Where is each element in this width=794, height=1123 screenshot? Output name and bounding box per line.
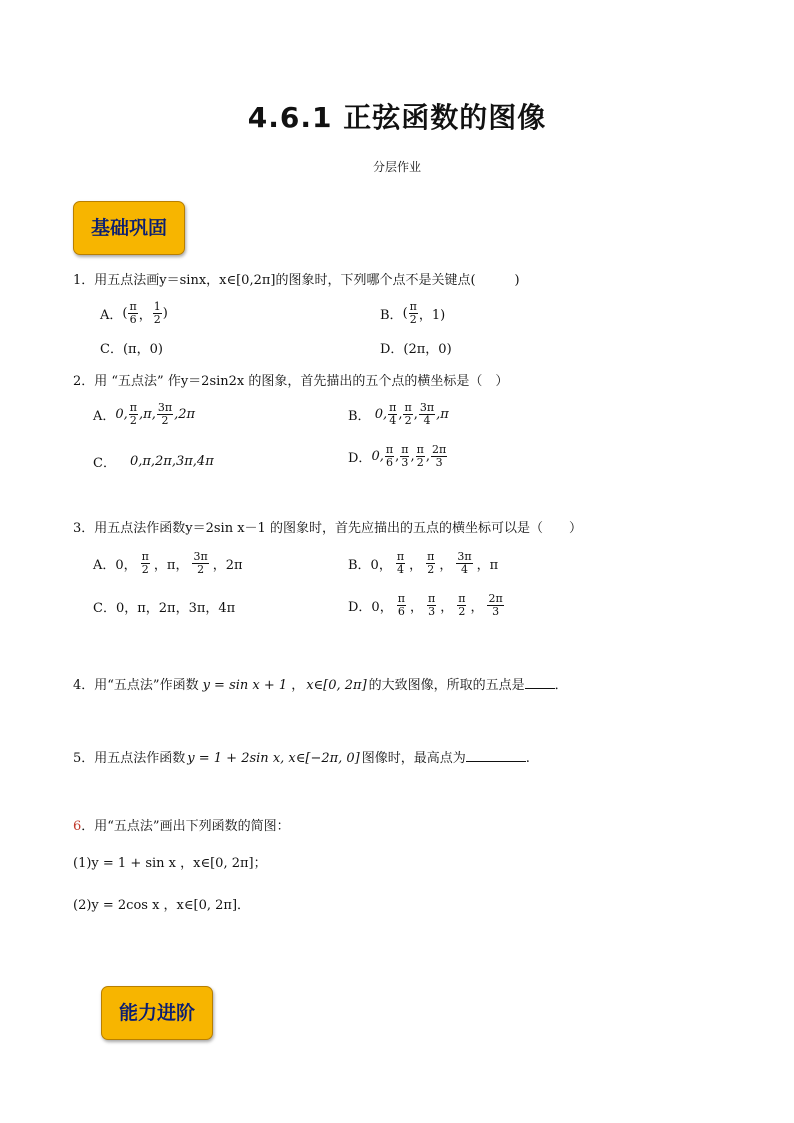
question-1-option-c: C．(π，0) (100, 342, 163, 357)
question-1-option-b: B． ( $\frac{\pi}{2}$ ，1) (380, 300, 446, 326)
question-2-option-d: D． 0, $\frac{\pi}{6}$ , $\frac{\pi}{3}$ , $\frac{\pi}{2}$ , $\frac{2\pi}{3}$ (348, 443, 447, 469)
question-5: 5．用五点法作函数 y = 1 + 2sin x, x∈[−2π, 0] 图像时，最高点为 . (73, 751, 530, 766)
fraction: $\frac{\pi}{2}$ (404, 401, 412, 427)
fraction: $\frac{\pi}{2}$ (141, 550, 149, 576)
page-subtitle: 分层作业 (372, 160, 421, 174)
option-label: A． (100, 308, 123, 323)
question-1-stem: 1．用五点法画y＝sinx，x∈[0,2π]的图象时，下列哪个点不是关键点( ) (73, 273, 520, 288)
fraction: $\frac{3\pi}{2}$ (193, 550, 208, 576)
question-3-option-b: B．0， $\frac{\pi}{4}$ ， $\frac{\pi}{2}$ ， $\frac{3\pi}{4}$ ，π (348, 550, 499, 576)
question-4: 4．用“五点法”作函数 y = sin x + 1 ， x∈[0, 2π] 的大致图像，所取的五点是 ． (73, 678, 568, 693)
fraction: $\frac{2\pi}{3}$ (431, 443, 447, 469)
fraction: $\frac{\pi}{4}$ (389, 401, 397, 427)
fraction: $\frac{\pi}{2}$ (458, 592, 466, 618)
section-badge-advanced: 能力进阶 (101, 986, 213, 1040)
fraction: $\frac{\pi}{2}$ (427, 550, 435, 576)
question-3-option-d: D．0， $\frac{\pi}{6}$ ， $\frac{\pi}{3}$ ， $\frac{\pi}{2}$ ， $\frac{2\pi}{3}$ (348, 592, 503, 618)
fraction: $\frac{3\pi}{2}$ (157, 401, 173, 427)
question-6-part-1: (1)y = 1 + sin x ，x∈[0, 2π]； (73, 856, 267, 871)
answer-blank (466, 749, 526, 762)
fraction: $\frac{\pi}{3}$ (401, 443, 409, 469)
option-label: B． (380, 308, 403, 323)
question-2-option-c: C． 0,π,2π,3π,4π (93, 454, 214, 471)
question-3-option-c: C．0，π，2π，3π，4π (93, 601, 236, 616)
question-2-option-b: B． 0, $\frac{\pi}{4}$ , $\frac{\pi}{2}$ , $\frac{3\pi}{4}$ ,π (348, 401, 449, 427)
fraction: $\frac{2\pi}{3}$ (488, 592, 503, 618)
question-number: 6 (73, 819, 82, 834)
fraction: $\frac{\pi}{6}$ (129, 300, 137, 326)
question-2-stem: 2．用 “五点法” 作y＝2sin2x 的图象，首先描出的五个点的横坐标是（ ） (73, 374, 509, 389)
fraction: $\frac{3\pi}{4}$ (419, 401, 435, 427)
question-3-option-a: A．0， $\frac{\pi}{2}$ ，π， $\frac{3\pi}{2}$ ，2π (93, 550, 243, 576)
answer-blank (525, 676, 555, 689)
question-6-stem: 6．用“五点法”画出下列函数的简图： (73, 819, 290, 834)
section-badge-basic: 基础巩固 (73, 201, 185, 255)
fraction: $\frac{\pi}{2}$ (416, 443, 424, 469)
fraction: $\frac{\pi}{3}$ (427, 592, 436, 618)
fraction: $\frac{3\pi}{4}$ (457, 550, 472, 576)
page-title: 4.6.1 正弦函数的图像 (247, 101, 547, 134)
question-1-option-d: D．(2π，0) (380, 342, 452, 357)
fraction: $\frac{1}{2}$ (153, 300, 161, 326)
fraction: $\frac{\pi}{4}$ (396, 550, 405, 576)
question-2-option-a: A． 0, $\frac{\pi}{2}$ ,π, $\frac{3\pi}{2}$ ,2π (93, 401, 196, 427)
question-1-option-a: A． ( $\frac{\pi}{6}$ ， $\frac{1}{2}$ ) (100, 300, 168, 326)
fraction: $\frac{\pi}{6}$ (385, 443, 394, 469)
question-6-part-2: (2)y = 2cos x ，x∈[0, 2π]． (73, 898, 251, 913)
question-3-stem: 3．用五点法作函数y＝2sin x－1 的图象时，首先应描出的五点的横坐标可以是（ ） (73, 521, 582, 536)
fraction: $\frac{\pi}{2}$ (129, 401, 138, 427)
fraction: $\frac{\pi}{6}$ (397, 592, 405, 618)
fraction: $\frac{\pi}{2}$ (409, 300, 417, 326)
